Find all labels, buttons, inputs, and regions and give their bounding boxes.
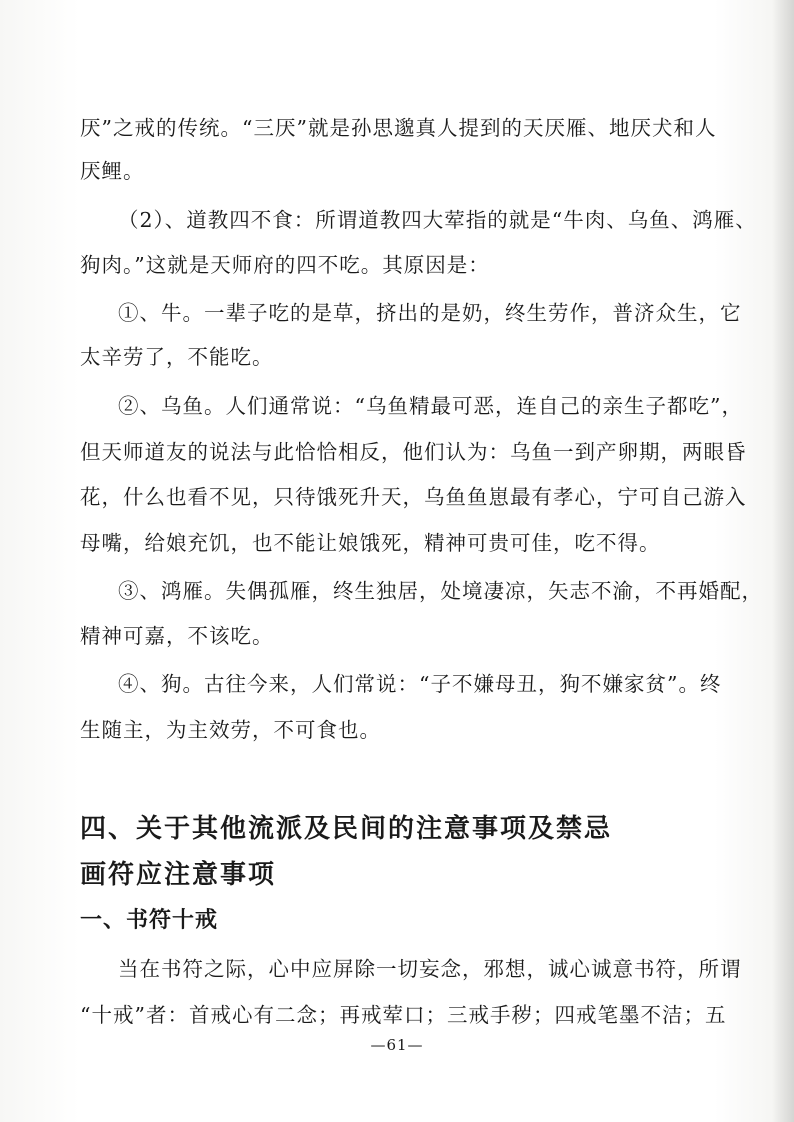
paragraph-line: 当在书符之际，心中应屏除一切妄念，邪想，诚心诚意书符，所谓 (118, 957, 742, 981)
paragraph-line: ④、狗。古往今来，人们常说：“子不嫌母丑，狗不嫌家贫”。终 (118, 672, 722, 696)
subsection-heading: 一、书符十戒 (80, 908, 219, 933)
paragraph-line: 太辛劳了，不能吃。 (80, 345, 274, 369)
paragraph-line: 但天师道友的说法与此恰恰相反，他们认为：乌鱼一到产卵期，两眼昏 (80, 440, 747, 464)
section-heading: 四、关于其他流派及民间的注意事项及禁忌 (80, 814, 613, 844)
paragraph-line: 母嘴，给娘充饥，也不能让娘饿死，精神可贵可佳，吃不得。 (80, 531, 661, 555)
page-number: —61— (370, 1036, 424, 1054)
paragraph-line: 生随主，为主效劳，不可食也。 (80, 718, 381, 742)
section-subtitle: 画符应注意事项 (80, 860, 277, 890)
paragraph-line: 狗肉。”这就是天师府的四不吃。其原因是： (80, 253, 490, 277)
paragraph-line: （2）、道教四不食：所谓道教四大荤指的就是“牛肉、乌鱼、鸿雁、 (118, 208, 757, 232)
paragraph-line: 厌”之戒的传统。“三厌”就是孙思邈真人提到的天厌雁、地厌犬和人 (80, 116, 717, 140)
paragraph-line: “十戒”者：首戒心有二念；再戒荤口；三戒手秽；四戒笔墨不洁；五 (80, 1003, 727, 1027)
paragraph-line: ②、乌鱼。人们通常说：“乌鱼精最可恶，连自己的亲生子都吃”， (118, 394, 743, 418)
paragraph-line: 花，什么也看不见，只待饿死升天，乌鱼鱼崽最有孝心，宁可自己游入 (80, 485, 747, 509)
paragraph-line: ③、鸿雁。失偶孤雁，终生独居，处境凄凉，矢志不渝，不再婚配， (118, 579, 763, 603)
paragraph-line: ①、牛。一辈子吃的是草，挤出的是奶，终生劳作，普济众生，它 (118, 301, 742, 325)
paragraph-line: 精神可嘉，不该吃。 (80, 624, 274, 648)
paragraph-line: 厌鲤。 (80, 159, 145, 183)
page-edge-shadow (772, 0, 794, 1122)
